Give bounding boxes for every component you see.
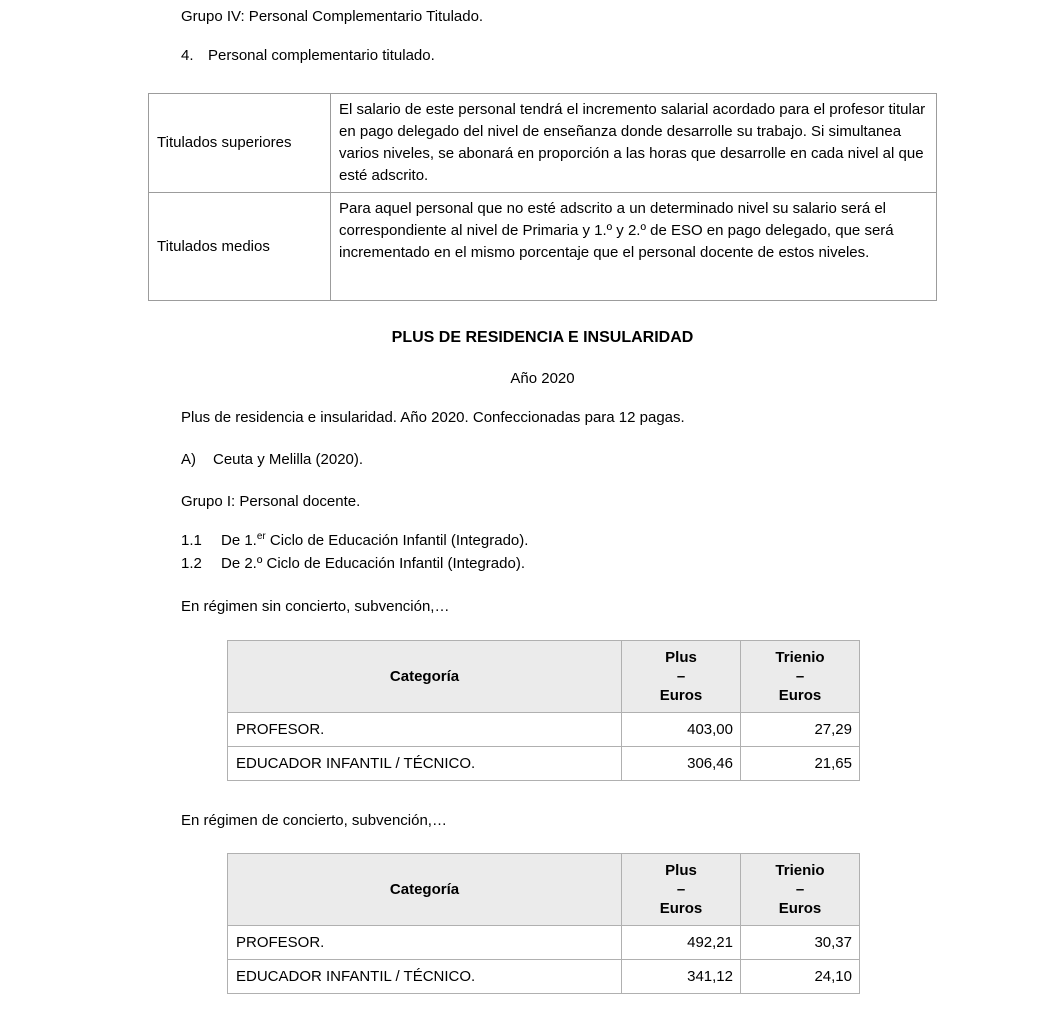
plus-header bbox=[622, 641, 741, 713]
header-dash: – bbox=[795, 881, 805, 898]
trienio-value-cell: 21,65 bbox=[741, 747, 860, 781]
header-line: Plus bbox=[665, 649, 697, 666]
section-a-heading bbox=[181, 451, 363, 469]
table-row bbox=[149, 193, 937, 301]
intro-paragraph: Plus de residencia e insularidad. Año 2020. Confeccionadas para 12 pagas. bbox=[181, 409, 685, 426]
header-line: Trienio bbox=[775, 649, 825, 666]
categoria-cell: EDUCADOR INFANTIL / TÉCNICO. bbox=[228, 960, 622, 994]
section-text: Ceuta y Melilla (2020). bbox=[213, 451, 364, 468]
plus-table-sin-concierto bbox=[227, 640, 860, 781]
grupo-i-heading: Grupo I: Personal docente. bbox=[181, 493, 361, 510]
list-item-1-1 bbox=[181, 532, 528, 550]
trienio-value-cell: 27,29 bbox=[741, 713, 860, 747]
regimen-sin-concierto-label: En régimen sin concierto, subvención,… bbox=[181, 598, 450, 615]
list-item-text-post: Ciclo de Educación Infantil (Integrado). bbox=[265, 532, 529, 549]
ordinal-superscript: er bbox=[256, 531, 266, 542]
plus-header bbox=[622, 854, 741, 926]
categoria-cell: PROFESOR. bbox=[228, 713, 622, 747]
list-item-text-pre: De 2.º bbox=[221, 555, 263, 572]
header-line: Euros bbox=[778, 687, 822, 704]
regimen-con-concierto-label: En régimen de concierto, subvención,… bbox=[181, 812, 447, 829]
header-line: Euros bbox=[778, 900, 822, 917]
header-dash: – bbox=[795, 668, 805, 685]
titulados-medios-text: Para aquel personal que no esté adscrito a un determinado nivel su salario será el correspondiente al nivel de Primaria y 1.º y 2.º de ESO en pago delegado, que será incrementado en el mismo porcentaje que el personal docente de estos niveles. bbox=[331, 193, 937, 301]
list-item-text-pre: De 1. bbox=[221, 532, 257, 549]
categoria-header: Categoría bbox=[228, 854, 622, 926]
trienio-header bbox=[741, 641, 860, 713]
header-line: Euros bbox=[659, 900, 703, 917]
subtitle-year: Año 2020 bbox=[510, 370, 575, 387]
table-row bbox=[228, 926, 860, 960]
table-row bbox=[228, 713, 860, 747]
categoria-cell: EDUCADOR INFANTIL / TÉCNICO. bbox=[228, 747, 622, 781]
list-item-text: Personal complementario titulado. bbox=[208, 47, 435, 64]
list-item-number: 1.2 bbox=[181, 555, 202, 572]
plus-table-con-concierto bbox=[227, 853, 860, 994]
plus-value-cell: 341,12 bbox=[622, 960, 741, 994]
trienio-value-cell: 30,37 bbox=[741, 926, 860, 960]
titulados-superiores-text: El salario de este personal tendrá el incremento salarial acordado para el profesor titular en pago delegado del nivel de enseñanza donde desarrolle su trabajo. Si simultanea varios niveles, se abonará en proporción a las horas que desarrolle en cada nivel al que esté adscrito. bbox=[331, 94, 937, 193]
titulados-medios-label: Titulados medios bbox=[149, 193, 331, 301]
plus-value-cell: 492,21 bbox=[622, 926, 741, 960]
table-row bbox=[228, 960, 860, 994]
main-title: PLUS DE RESIDENCIA E INSULARIDAD bbox=[391, 329, 694, 346]
trienio-value-cell: 24,10 bbox=[741, 960, 860, 994]
table-header-row bbox=[228, 854, 860, 926]
table-row bbox=[149, 94, 937, 193]
grupo-iv-heading: Grupo IV: Personal Complementario Titulado. bbox=[181, 8, 484, 25]
header-line: Plus bbox=[665, 862, 697, 879]
header-line: Euros bbox=[659, 687, 703, 704]
categoria-header: Categoría bbox=[228, 641, 622, 713]
plus-value-cell: 403,00 bbox=[622, 713, 741, 747]
list-item-4 bbox=[181, 47, 435, 65]
table-row bbox=[228, 747, 860, 781]
list-item-text-post: Ciclo de Educación Infantil (Integrado). bbox=[262, 555, 525, 572]
list-item-1-2 bbox=[181, 555, 525, 573]
categoria-cell: PROFESOR. bbox=[228, 926, 622, 960]
section-letter: A) bbox=[181, 451, 196, 468]
list-item-number: 4. bbox=[181, 47, 194, 64]
titulados-superiores-label: Titulados superiores bbox=[149, 94, 331, 193]
header-dash: – bbox=[676, 881, 686, 898]
header-line: Trienio bbox=[775, 862, 825, 879]
titulados-table bbox=[148, 93, 937, 301]
trienio-header bbox=[741, 854, 860, 926]
header-dash: – bbox=[676, 668, 686, 685]
list-item-number: 1.1 bbox=[181, 532, 202, 549]
table-header-row bbox=[228, 641, 860, 713]
plus-value-cell: 306,46 bbox=[622, 747, 741, 781]
